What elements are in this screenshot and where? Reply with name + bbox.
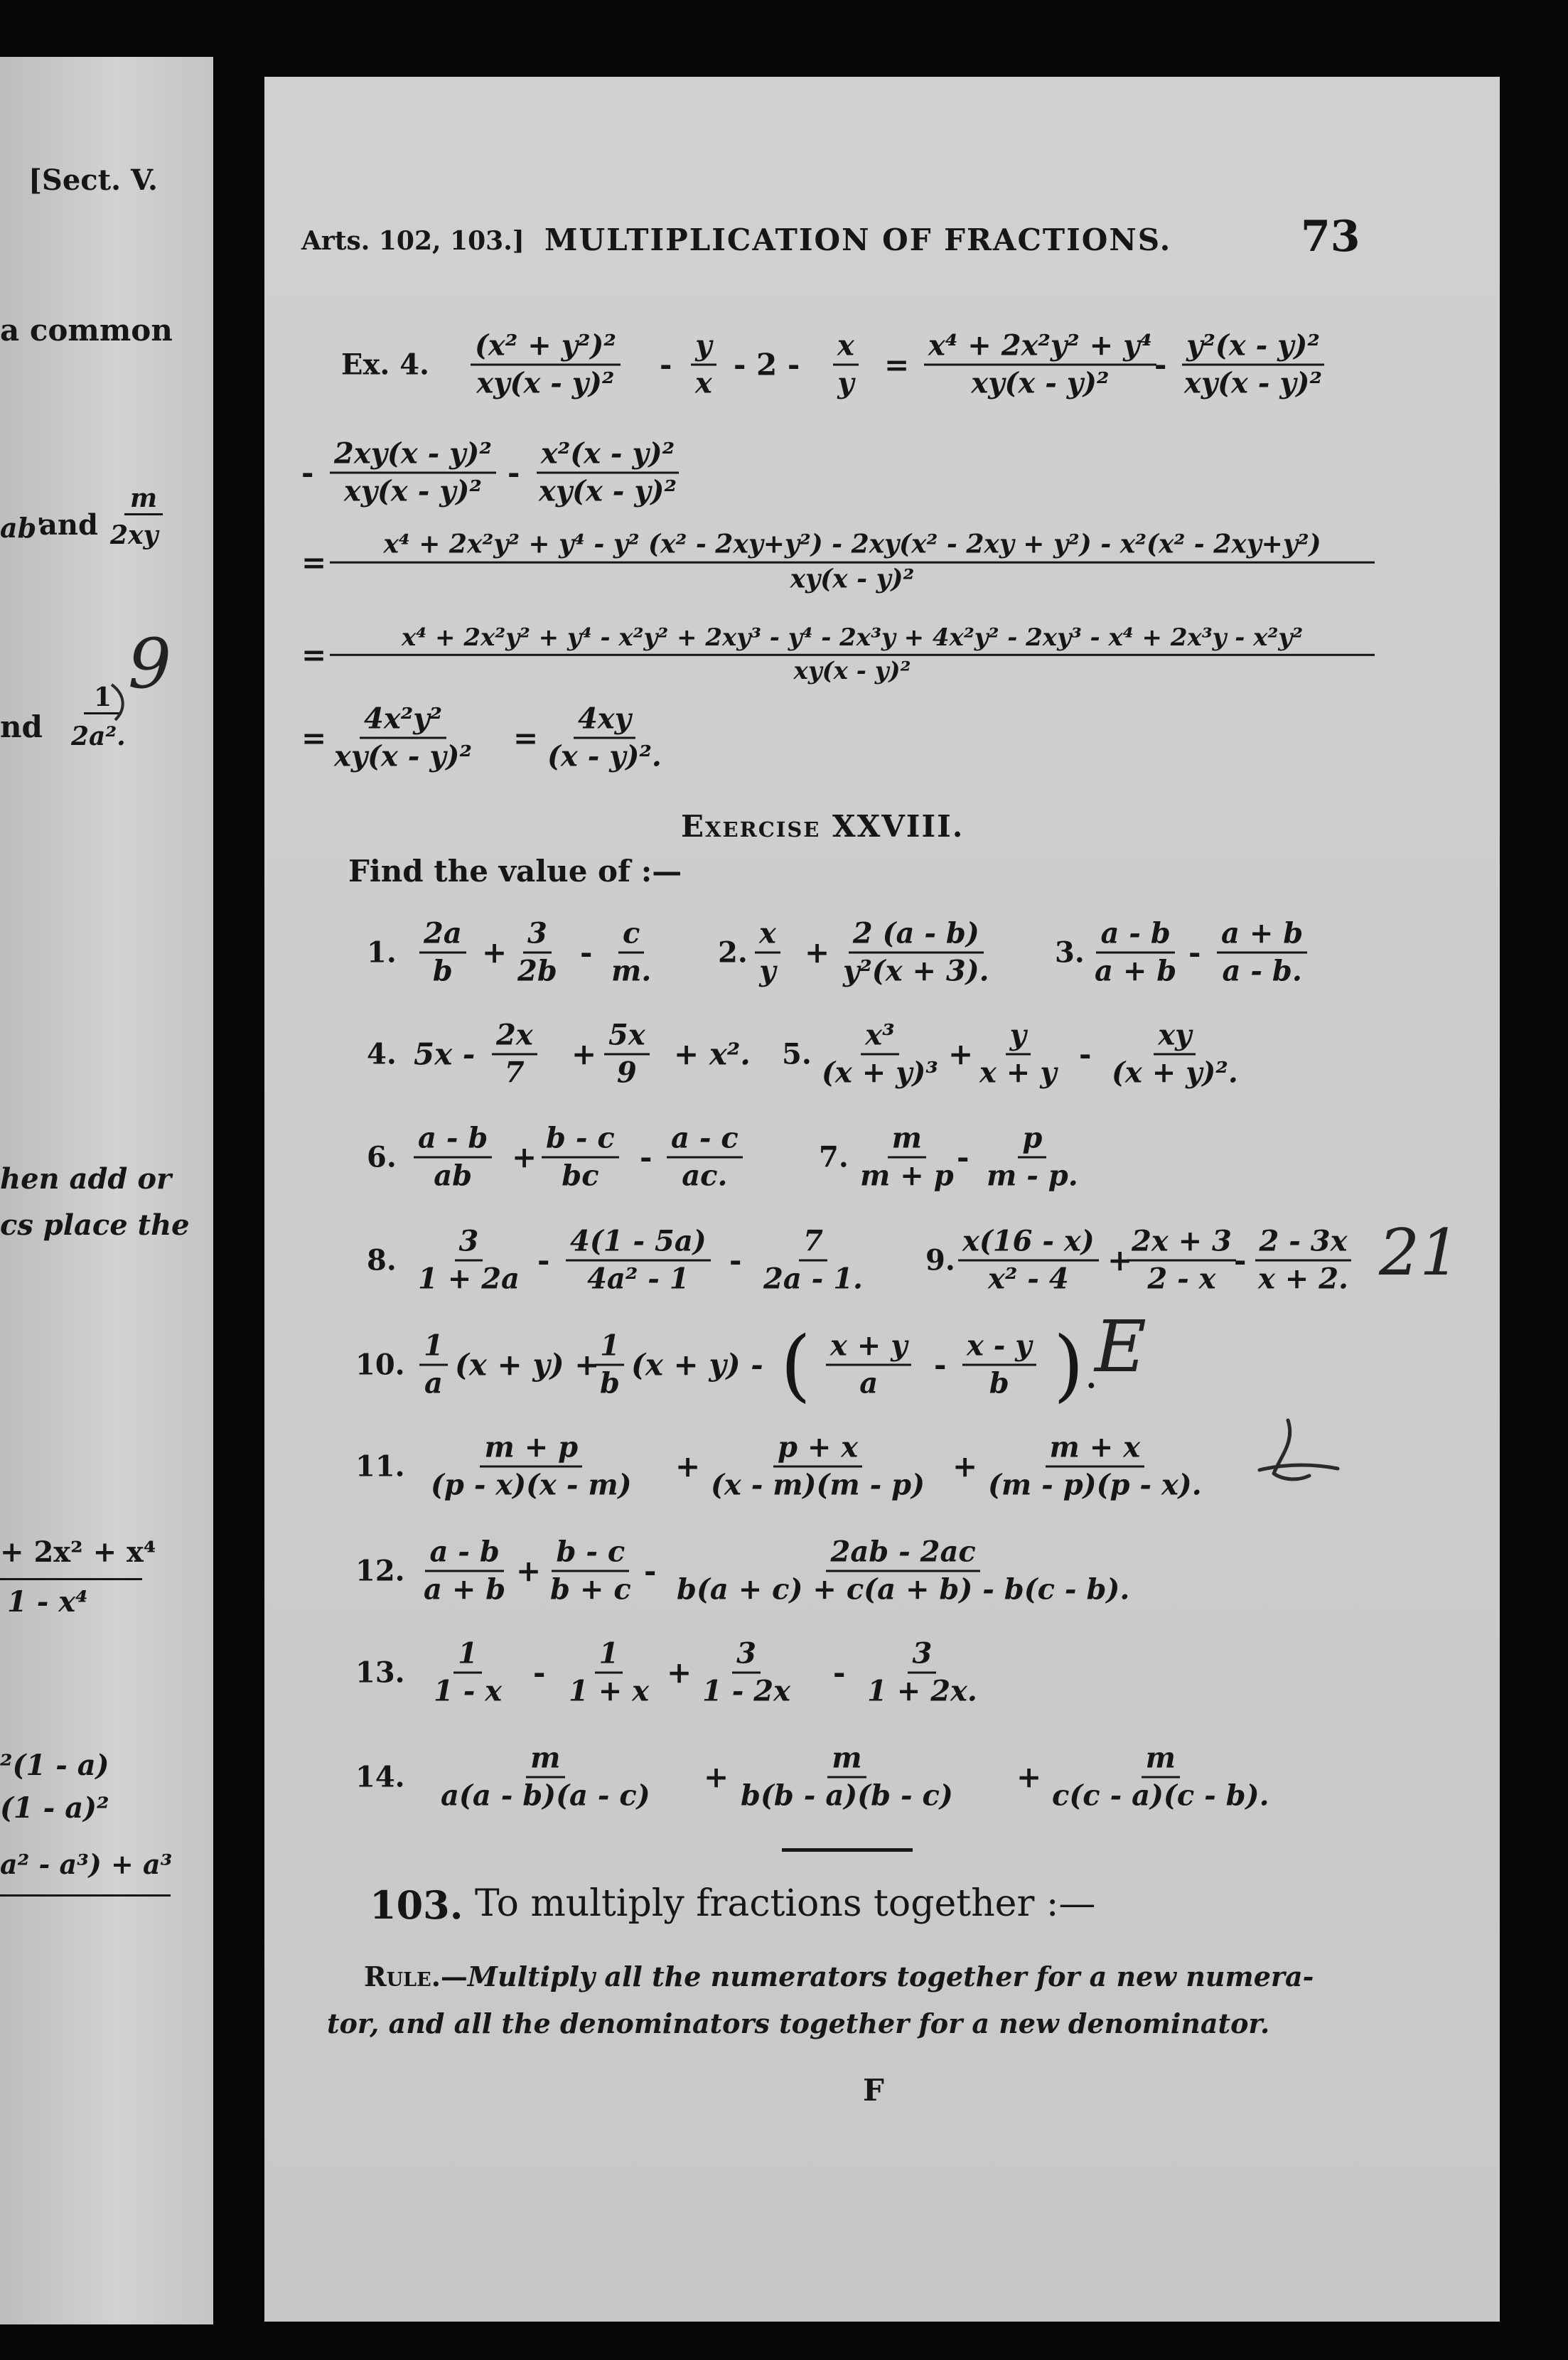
header-arts: Arts. 102, 103.]	[301, 226, 525, 256]
problem-operator: +	[571, 1036, 597, 1072]
problem-fraction: $\frac{m}{c(c - a)(c - b).}$	[1052, 1741, 1269, 1813]
problem-number: 13.	[355, 1656, 405, 1690]
problem-number: 4.	[367, 1037, 397, 1071]
prev-frac-bar-2	[0, 1894, 171, 1897]
prev-frag-1: 1	[84, 682, 122, 714]
problem-operator: -	[833, 1655, 846, 1690]
problem-fraction: $\frac{2a}{b}$	[419, 919, 466, 987]
ex4-fraction: $\frac{\text{x²(x - y)²}}{\text{xy(x - y)²}}$	[535, 439, 681, 507]
problem-fraction: $\frac{p + x}{(x - m)(m - p)}$	[711, 1430, 925, 1502]
prev-frag-sq2: (1 - a)²	[0, 1791, 109, 1825]
problem-number: 6.	[367, 1140, 397, 1174]
problem-fraction: $\frac{c}{m.}$	[611, 916, 652, 988]
problem-operator: -	[934, 1347, 947, 1383]
problem-fraction: $\frac{5x}{9}$	[604, 1021, 650, 1088]
right-paren: )	[1053, 1319, 1084, 1410]
exercise-title: Exercise XXVIII.	[681, 809, 965, 844]
page-number: 73	[1301, 212, 1360, 262]
prev-text-common: a common	[0, 313, 173, 348]
problem-fraction: $\frac{a + b}{a - b.}$	[1217, 919, 1307, 987]
problem-operator: -	[580, 935, 593, 970]
ex4-equals: =	[513, 720, 539, 756]
problem-fraction: $\frac{x}{y}$	[755, 919, 780, 987]
problem-fraction: $\frac{1}{1 + x}$	[569, 1636, 650, 1708]
problem-fraction: $\frac{m}{a(a - b)(a - c)}$	[441, 1741, 650, 1813]
ex4-fraction: $\frac{\text{(x² + y²)²}}{\text{xy(x - y)²}}$	[471, 331, 621, 399]
problem-fraction: $\frac{x + y}{a}$	[826, 1331, 911, 1399]
handwritten-note: 21	[1379, 1216, 1461, 1290]
ex4-long-fraction: x⁴ + 2x²y² + y⁴ - y² (x² - 2xy+y²) - 2xy(x² - 2xy + y²) - x²(x² - 2xy+y²) xy(x - y)²	[330, 532, 1375, 594]
problem-number: 5.	[782, 1037, 812, 1071]
ex4-fraction: $\frac{\text{4x²y²}}{\text{xy(x - y)²}}$	[334, 702, 473, 773]
prev-section-ref: [Sect. V.	[28, 163, 158, 197]
problem-term: + x².	[674, 1036, 751, 1072]
rule-paragraph	[364, 1961, 1314, 1992]
prev-frag-m: m	[124, 483, 163, 515]
problem-fraction: $\frac{2ab - 2ac}{b(a + c) + c(a + b) - b(c - b).}$	[677, 1535, 1130, 1607]
problem-fraction: $\frac{y}{x + y}$	[979, 1018, 1057, 1090]
problem-number: 7.	[819, 1140, 849, 1174]
problem-fraction: $\frac{x - y}{b}$	[962, 1331, 1036, 1399]
problem-fraction: $\frac{p}{m - p.}$	[987, 1121, 1078, 1193]
problem-fraction: $\frac{a - b}{a + b}$	[424, 1535, 506, 1607]
problem-fraction: $\frac{m}{b(b - a)(b - c)}$	[741, 1741, 953, 1813]
problem-operator: -	[640, 1139, 653, 1175]
problem-fraction: $\frac{b - c}{b + c}$	[550, 1535, 631, 1607]
ex4-fraction: $\frac{\text{2xy(x - y)²}}{\text{xy(x - y)²}}$	[330, 439, 496, 507]
article-heading: To multiply fractions together :—	[475, 1882, 1096, 1925]
problem-fraction: $\frac{3}{1 - 2x}$	[702, 1636, 790, 1708]
article-number: 103.	[370, 1882, 463, 1928]
problem-fraction: $\frac{2x + 3}{2 - x}$	[1127, 1227, 1236, 1294]
prev-frag-2xy: 2xy	[110, 520, 159, 550]
problem-number: 14.	[355, 1760, 405, 1794]
rule-line: Multiply all the numerators together for a new numera-	[467, 1961, 1314, 1992]
prev-frag-ab: ab'	[0, 512, 45, 544]
problem-fraction: $\frac{3}{1 + 2x.}$	[867, 1636, 977, 1708]
problem-fraction: $\frac{3}{1 + 2a}$	[418, 1224, 520, 1296]
problem-number: 3.	[1055, 935, 1085, 970]
problem-fraction: $\frac{2 (a - b)}{\text{y²(x + 3).}}$	[843, 916, 989, 988]
problem-fraction: $\frac{1}{a}$	[419, 1331, 448, 1399]
problem-operator: -	[1079, 1036, 1092, 1072]
problem-fraction: $\frac{x(16 - x)}{\text{x² - 4}}$	[958, 1227, 1099, 1294]
prev-frag-nd: nd	[0, 709, 43, 744]
problem-number: 10.	[355, 1348, 405, 1382]
problem-operator: +	[805, 935, 830, 970]
signature-mark: F	[863, 2073, 884, 2108]
problem-fraction: $\frac{b - c}{bc}$	[542, 1124, 619, 1191]
ex4-fraction: $\frac{4xy}{\text{(x - y)².}}$	[547, 702, 662, 773]
problem-operator: +	[948, 1036, 974, 1072]
ex4-fraction: $\frac{\text{y²(x - y)²}}{\text{xy(x - y)²}}$	[1180, 331, 1326, 399]
problem-number: 9.	[925, 1243, 955, 1277]
ex4-equals: =	[301, 637, 327, 672]
problem-fraction: $\frac{a - b}{a + b}$	[1095, 916, 1177, 988]
ex4-equals: =	[884, 347, 910, 382]
exercise-instruction: Find the value of :—	[348, 854, 682, 889]
prev-frag-sq1: ²(1 - a)	[0, 1749, 109, 1782]
prev-frag-1x4: 1 - x⁴	[7, 1585, 88, 1619]
problem-operator: -	[729, 1243, 742, 1278]
prev-frac-bar	[0, 1578, 142, 1580]
rule-line: tor, and all the denominators together for a new denominator.	[327, 2007, 1270, 2039]
ex4-operator: -	[508, 455, 520, 490]
prev-frag-sq3: a² - a³) + a³	[0, 1848, 173, 1880]
example-label: Ex. 4.	[341, 348, 429, 382]
ex4-operator: - 2 -	[734, 347, 800, 382]
handwritten-note: 9	[128, 624, 172, 704]
problem-fraction: $\frac{m}{m + p}$	[860, 1121, 954, 1193]
ex4-fraction: $\frac{y}{x}$	[691, 331, 716, 399]
handwritten-squiggle	[1245, 1413, 1345, 1520]
problem-operator: -	[537, 1243, 550, 1278]
prev-frag-and: and	[39, 508, 98, 542]
problem-operator: +	[952, 1449, 978, 1484]
problem-fraction: $\frac{1}{1 - x}$	[434, 1636, 503, 1708]
handwritten-note: E	[1095, 1305, 1147, 1388]
problem-operator: +	[512, 1139, 537, 1175]
problem-number: 1.	[367, 935, 397, 970]
rule-label: Rule.—	[364, 1961, 468, 1992]
handwritten-mark	[108, 681, 136, 724]
problem-operator: +	[667, 1655, 692, 1690]
problem-fraction: $\frac{xy}{\text{(x + y)².}}$	[1112, 1018, 1238, 1090]
ex4-long-fraction: x⁴ + 2x²y² + y⁴ - x²y² + 2xy³ - y⁴ - 2x³y + 4x²y² - 2xy³ - x⁴ + 2x³y - x²y² xy(x - y)²	[330, 626, 1375, 684]
problem-operator: -	[533, 1655, 546, 1690]
period: .	[1086, 1360, 1097, 1395]
previous-page-fragment	[0, 57, 213, 2324]
ex4-operator: -	[1154, 347, 1167, 382]
prev-frag-2a2: 2a².	[71, 722, 126, 751]
problem-fraction: $\frac{4(1 - 5a)}{\text{4a² - 1}}$	[566, 1227, 711, 1294]
section-divider	[782, 1848, 913, 1852]
problem-fraction: $\frac{a - b}{ab}$	[414, 1124, 492, 1191]
problem-fraction: $\frac{a - c}{ac.}$	[667, 1124, 743, 1191]
problem-operator: +	[1107, 1243, 1133, 1278]
problem-term: 5x -	[414, 1036, 476, 1072]
problem-fraction: $\frac{1}{b}$	[596, 1331, 624, 1399]
ex4-fraction: $\frac{\text{x⁴ + 2x²y² + y⁴}}{\text{xy(x - y)²}}$	[924, 331, 1156, 399]
header-title: MULTIPLICATION OF FRACTIONS.	[544, 222, 1172, 257]
problem-fraction: $\frac{3}{2b}$	[517, 916, 557, 988]
problem-number: 11.	[355, 1449, 405, 1484]
problem-term: (x + y) -	[631, 1347, 763, 1383]
problem-operator: -	[1188, 935, 1201, 970]
problem-number: 12.	[355, 1554, 405, 1588]
book-page	[128, 77, 1500, 2322]
ex4-equals: =	[301, 545, 327, 580]
ex4-operator: -	[660, 347, 672, 382]
problem-fraction: $\frac{m + x}{(m - p)(p - x).}$	[988, 1430, 1202, 1502]
problem-fraction: $\frac{\text{x³}}{\text{(x + y)³}}$	[822, 1018, 938, 1090]
problem-number: 2.	[718, 935, 748, 970]
ex4-operator: -	[301, 455, 314, 490]
problem-number: 8.	[367, 1243, 397, 1277]
problem-term: (x + y) +	[455, 1347, 600, 1383]
problem-operator: -	[957, 1139, 970, 1175]
ex4-fraction: $\frac{x}{y}$	[833, 331, 859, 399]
ex4-equals: =	[301, 720, 327, 756]
problem-operator: +	[516, 1553, 542, 1589]
problem-operator: -	[644, 1553, 657, 1589]
problem-fraction: $\frac{2x}{7}$	[492, 1021, 537, 1088]
problem-operator: +	[482, 935, 508, 970]
left-paren: (	[780, 1319, 811, 1410]
problem-operator: -	[1234, 1243, 1247, 1278]
prev-frag-hen-add: hen add or	[0, 1162, 172, 1196]
problem-fraction: $\frac{7}{2a - 1.}$	[763, 1224, 863, 1296]
prev-frag-place: cs place the	[0, 1208, 190, 1242]
prev-frag-2x2x4: + 2x² + x⁴	[0, 1535, 156, 1569]
problem-operator: +	[1016, 1759, 1042, 1795]
problem-operator: +	[675, 1449, 701, 1484]
problem-operator: +	[704, 1759, 729, 1795]
problem-fraction: $\frac{2 - 3x}{x + 2.}$	[1254, 1227, 1353, 1294]
problem-fraction: $\frac{m + p}{(p - x)(x - m)}$	[431, 1430, 632, 1502]
